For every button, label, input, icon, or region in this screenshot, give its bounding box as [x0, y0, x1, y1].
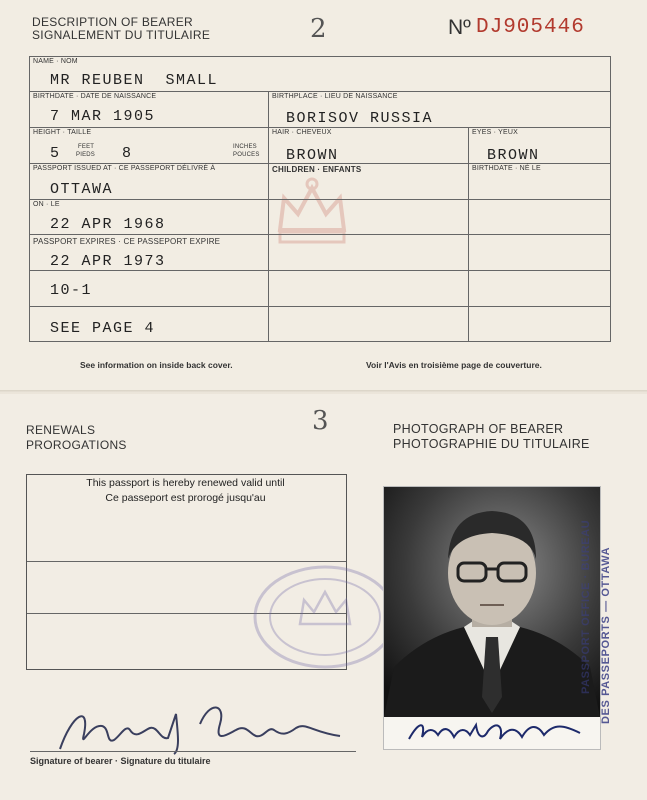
bearer-signature	[50, 694, 350, 764]
inches-label-fr: POUCES	[233, 152, 260, 158]
passport-number-label: Nº	[448, 16, 471, 39]
photo-title-fr: PHOTOGRAPHIE DU TITULAIRE	[393, 437, 590, 451]
page-number-3: 3	[312, 406, 329, 436]
expires-label: PASSPORT EXPIRES · CE PASSEPORT EXPIRE	[33, 237, 221, 246]
passport-number: DJ905446	[476, 16, 585, 39]
feet-label-en: FEET	[78, 144, 95, 150]
birthdate-value: 7 MAR 1905	[50, 108, 156, 125]
official-seal-watermark	[250, 562, 400, 672]
renewals-title-en: RENEWALS	[26, 423, 96, 437]
birthplace-value: BORISOV RUSSIA	[286, 110, 434, 127]
signature-line	[30, 751, 356, 752]
feet-label-fr: PIEDS	[76, 152, 96, 158]
grid-rule	[468, 127, 469, 342]
birthdate-label: BIRTHDATE · DATE DE NAISSANCE	[33, 93, 157, 100]
issued-on-label: ON · LE	[33, 201, 60, 208]
see-page-note: SEE PAGE 4	[50, 320, 156, 337]
expires-value: 22 APR 1973	[50, 253, 166, 270]
grid-rule	[268, 163, 269, 342]
bearer-photograph-frame	[383, 486, 601, 750]
renewal-text-en: This passport is hereby renewed valid until	[86, 477, 285, 489]
grid-rule	[29, 91, 611, 92]
page-number-2: 2	[310, 14, 327, 44]
photo-signature	[404, 717, 594, 747]
name-label: NAME · NOM	[33, 58, 78, 65]
grid-rule	[29, 341, 611, 342]
renewals-title-fr: PROROGATIONS	[26, 438, 127, 452]
passport-page-renewals	[0, 394, 647, 800]
height-feet-value: 5	[50, 145, 61, 162]
grid-rule	[29, 127, 611, 128]
file-code-value: 10-1	[50, 282, 93, 299]
grid-rule	[29, 234, 611, 235]
grid-rule	[29, 199, 611, 200]
hair-label: HAIR · CHEVEUX	[272, 129, 332, 136]
passport-office-stamp-outer: DES PASSEPORTS — OTTAWA	[600, 546, 612, 724]
grid-rule	[29, 56, 611, 57]
renewal-text-fr: Ce passeport est prorogé jusqu'au	[105, 492, 266, 504]
signature-label: Signature of bearer · Signature du titulaire	[30, 756, 211, 766]
height-label: HEIGHT · TAILLE	[33, 129, 92, 136]
footer-note-en: See information on inside back cover.	[80, 360, 233, 370]
grid-rule	[29, 306, 611, 307]
issued-at-label: PASSPORT ISSUED AT · CE PASSEPORT DÉLIVRÉ À	[33, 165, 216, 172]
footer-note-fr: Voir l'Avis en troisième page de couverture.	[366, 360, 542, 370]
photo-title-en: PHOTOGRAPH OF BEARER	[393, 422, 564, 436]
eyes-value: BROWN	[487, 147, 540, 164]
height-inches-value: 8	[122, 145, 133, 162]
children-label: CHILDREN · ENFANTS	[272, 165, 362, 174]
grid-rule	[268, 91, 269, 163]
header-en: DESCRIPTION OF BEARER	[32, 15, 193, 29]
grid-rule	[29, 270, 611, 271]
hair-value: BROWN	[286, 147, 339, 164]
birthplace-label: BIRTHPLACE · LIEU DE NAISSANCE	[272, 93, 398, 100]
canada-crown-watermark	[272, 170, 352, 260]
inches-label-en: INCHES	[233, 144, 257, 150]
passport-page-description	[0, 0, 647, 393]
bearer-photo	[384, 487, 600, 717]
eyes-label: EYES · YEUX	[472, 129, 519, 136]
child-birthdate-label: BIRTHDATE · NÉ LE	[472, 165, 541, 172]
header-fr: SIGNALEMENT DU TITULAIRE	[32, 28, 211, 42]
issued-at-value: OTTAWA	[50, 181, 114, 198]
name-value: MR REUBEN SMALL	[50, 72, 219, 89]
issued-on-value: 22 APR 1968	[50, 216, 166, 233]
passport-office-stamp-inner: PASSPORT OFFICE · BUREAU	[580, 519, 592, 694]
